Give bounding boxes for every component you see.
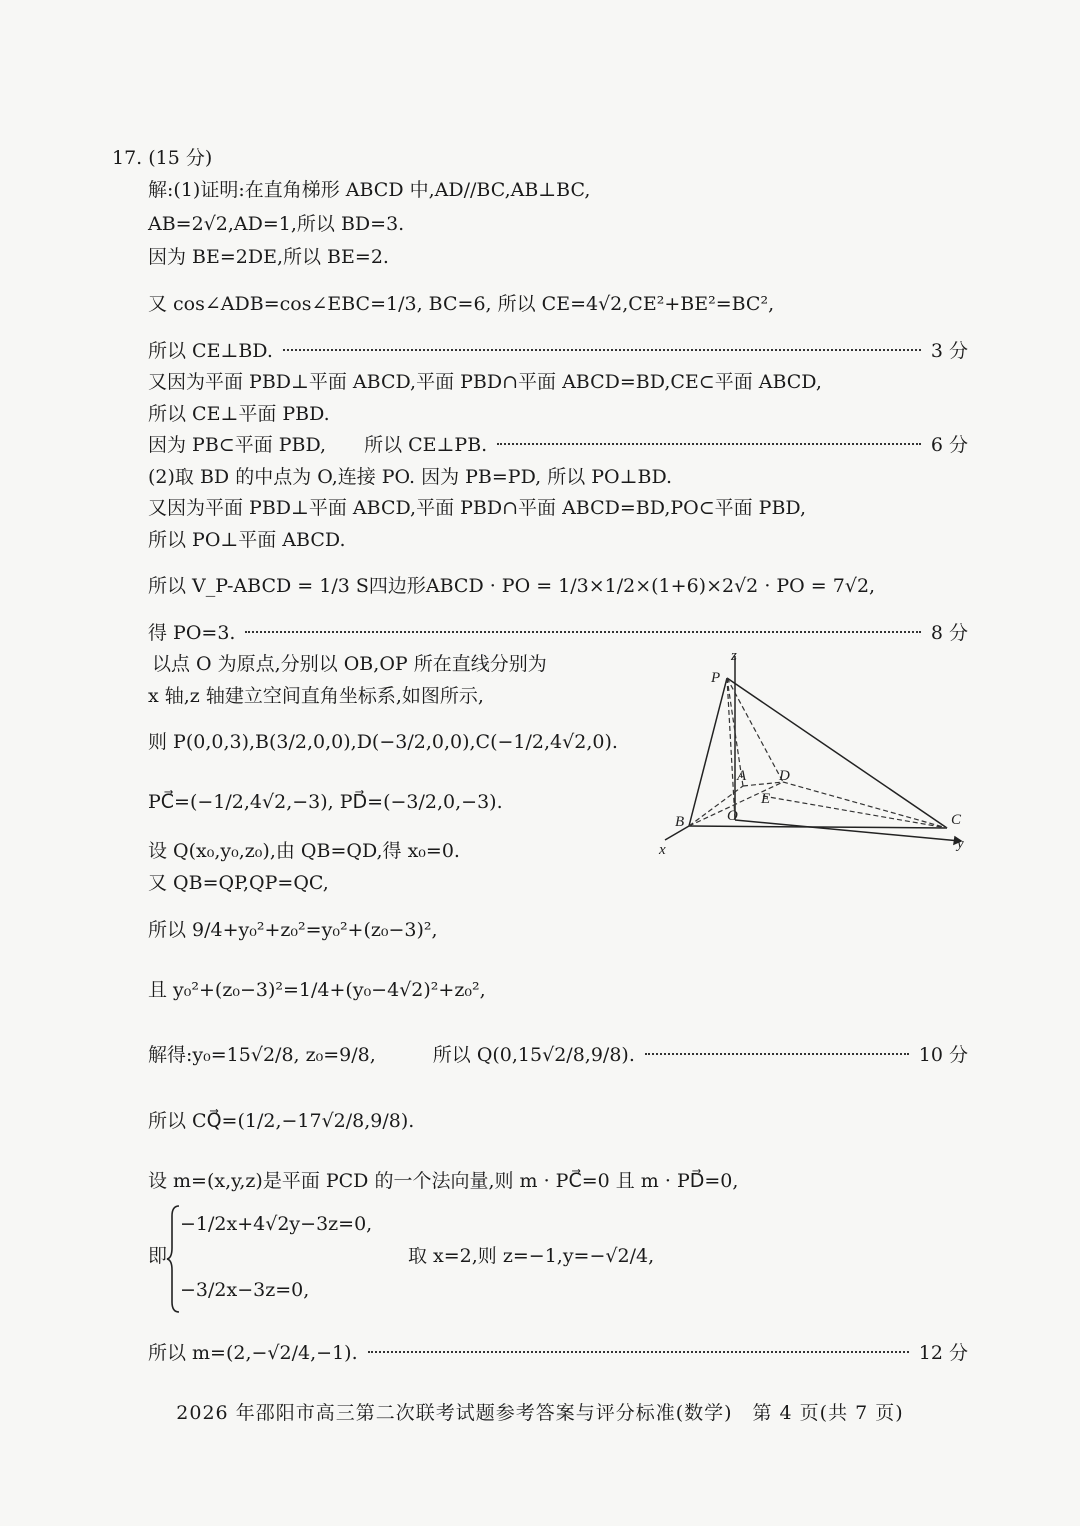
page-footer: 2026 年邵阳市高三第二次联考试题参考答案与评分标准(数学) 第 4 页(共 7 页) (176, 1402, 904, 1424)
solution-line-3: 因为 BE=2DE,所以 BE=2. (148, 246, 389, 268)
solution-line-1: 解:(1)证明:在直角梯形 ABCD 中,AD//BC,AB⊥BC, (148, 179, 591, 201)
solution-line-5: 所以 CE⊥BD. (148, 340, 273, 362)
solution-line-8: 因为 PB⊂平面 PBD, 所以 CE⊥PB. (148, 434, 488, 456)
system-eq-2: −3/2x−3z=0, (180, 1279, 310, 1301)
solution-line-11: 所以 PO⊥平面 ABCD. (148, 529, 346, 551)
solution-line-6: 又因为平面 PBD⊥平面 ABCD,平面 PBD∩平面 ABCD=BD,CE⊂平面 ABCD, (148, 371, 822, 393)
solution-line-15: x 轴,z 轴建立空间直角坐标系,如图所示, (148, 685, 484, 707)
score-row-3 (148, 337, 968, 365)
edge-DC (783, 782, 947, 828)
solution-line-23: 所以 CQ⃗=(1/2,−17√2/8,9/8). (148, 1110, 415, 1132)
solution-line-22: 解得:y₀=15√2/8, z₀=9/8, 所以 Q(0,15√2/8,9/8). (148, 1044, 635, 1066)
solution-line-10: 又因为平面 PBD⊥平面 ABCD,平面 PBD∩平面 ABCD=BD,PO⊂平面 PBD, (148, 497, 807, 519)
solution-line-2: AB=2√2,AD=1,所以 BD=3. (148, 213, 405, 235)
dot-leader (645, 1053, 909, 1055)
score-row-10 (148, 1041, 968, 1069)
problem-points: (15 分) (148, 147, 213, 169)
solution-line-19: 又 QB=QP,QP=QC, (148, 872, 329, 894)
system-eq-1: −1/2x+4√2y−3z=0, (180, 1213, 373, 1235)
solution-line-7: 所以 CE⊥平面 PBD. (148, 403, 330, 425)
solution-line-4: 又 cos∠ADB=cos∠EBC=1/3, BC=6, 所以 CE=4√2,CE²+BE²=BC², (148, 293, 775, 315)
system-brace (166, 1204, 182, 1314)
label-z: z (731, 648, 737, 664)
score-row-6 (148, 431, 968, 459)
solution-line-21: 且 y₀²+(z₀−3)²=1/4+(y₀−4√2)²+z₀², (148, 979, 486, 1001)
system-solution: 取 x=2,则 z=−1,y=−√2/4, (408, 1245, 655, 1267)
solution-line-12: 所以 V_P-ABCD = 1/3 S四边形ABCD · PO = 1/3×1/2×(1+6)×2√2 · PO = 7√2, (148, 575, 876, 597)
problem-heading (112, 144, 212, 172)
label-O: O (727, 808, 738, 824)
solution-line-24: 设 m=(x,y,z)是平面 PCD 的一个法向量,则 m · PC⃗=0 且 m · PD⃗=0, (148, 1170, 739, 1192)
label-E: E (761, 791, 771, 807)
edge-PB (689, 678, 727, 826)
y-axis (735, 820, 960, 841)
score-row-12 (148, 1339, 968, 1367)
edge-PC (727, 678, 947, 828)
edge-PO (727, 678, 735, 820)
score-3: 3 分 (930, 340, 968, 362)
dot-leader (497, 443, 921, 445)
score-12: 12 分 (918, 1342, 968, 1364)
solution-line-18: 设 Q(x₀,y₀,z₀),由 QB=QD,得 x₀=0. (148, 840, 460, 862)
label-y: y (957, 836, 964, 852)
solution-line-9: (2)取 BD 的中点为 O,连接 PO. 因为 PB=PD, 所以 PO⊥BD. (148, 466, 673, 488)
label-A: A (737, 768, 747, 784)
dot-leader (245, 631, 920, 633)
system-prefix: 即 (148, 1245, 168, 1267)
label-P: P (711, 670, 721, 686)
solution-line-20: 所以 9/4+y₀²+z₀²=y₀²+(z₀−3)², (148, 919, 438, 941)
solution-line-16: 则 P(0,0,3),B(3/2,0,0),D(−3/2,0,0),C(−1/2,4√2,0). (148, 731, 618, 753)
score-10: 10 分 (918, 1044, 968, 1066)
score-6: 6 分 (930, 434, 968, 456)
label-B: B (675, 814, 685, 830)
solution-line-17: PC⃗=(−1/2,4√2,−3), PD⃗=(−3/2,0,−3). (148, 791, 503, 813)
solution-line-27: 所以 m=(2,−√2/4,−1). (148, 1342, 358, 1364)
solution-line-13: 得 PO=3. (148, 622, 236, 644)
dot-leader (368, 1351, 909, 1353)
label-x: x (659, 842, 666, 858)
dot-leader (283, 349, 921, 351)
solution-line-14: 以点 O 为原点,分别以 OB,OP 所在直线分别为 (152, 653, 547, 675)
problem-number: 17. (112, 147, 143, 169)
coordinate-figure (655, 648, 975, 858)
score-8: 8 分 (930, 622, 968, 644)
label-C: C (951, 812, 962, 828)
label-D: D (779, 768, 790, 784)
edge-EC (763, 796, 947, 828)
score-row-8 (148, 619, 968, 647)
